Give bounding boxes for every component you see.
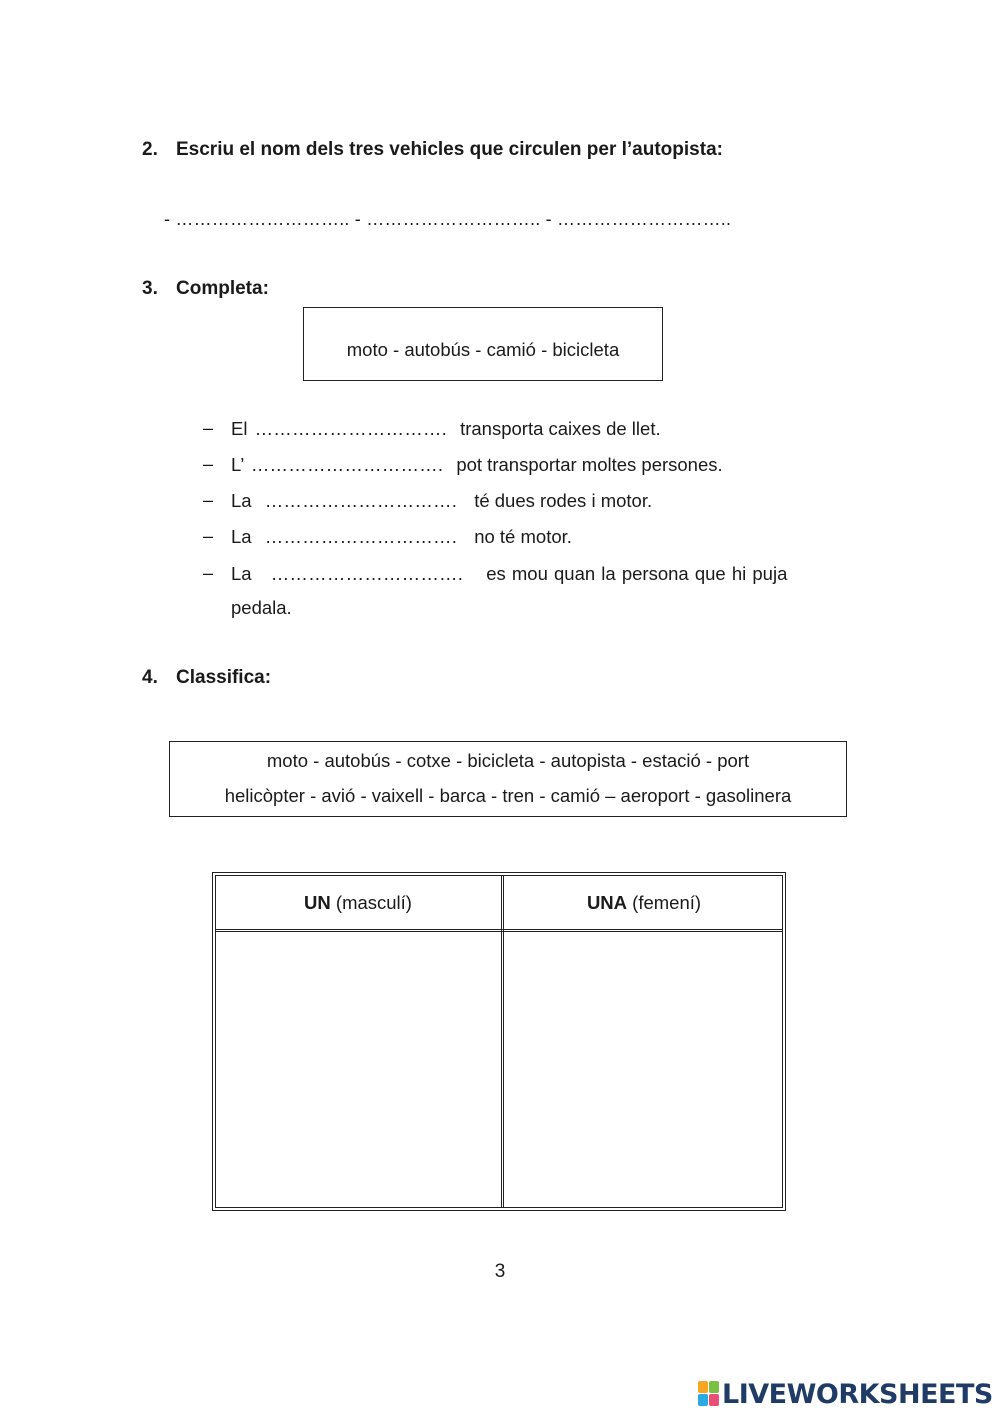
item-article: La (231, 490, 252, 511)
answer-blank[interactable]: …………………………. (264, 526, 458, 547)
question-4-word-box (169, 741, 847, 817)
page-number: 3 (494, 1261, 506, 1282)
table-header-divider (216, 929, 782, 932)
question-2-number: 2. (142, 139, 158, 160)
item-article: L’ (231, 454, 244, 475)
column-header-masculine-rest: (masculí) (330, 892, 412, 913)
item-text: no té motor. (474, 526, 572, 547)
item-dash: – (203, 490, 214, 510)
masculine-answer-cell[interactable] (217, 934, 499, 1206)
liveworksheets-logo-text: LIVEWORKSHEETS (722, 1378, 993, 1410)
question-4-text: Classifica: (176, 667, 272, 688)
question-3-title (142, 278, 269, 300)
item-text-continuation: pedala. (231, 597, 292, 618)
item-text: transporta caixes de llet. (460, 418, 661, 439)
question-4-number: 4. (142, 667, 158, 688)
list-item (231, 454, 723, 476)
item-dash: – (203, 526, 214, 546)
question-3-word-box (303, 307, 663, 381)
question-4-title (142, 667, 271, 689)
liveworksheets-logo-icon (698, 1381, 720, 1407)
question-2-title (142, 139, 723, 161)
column-header-feminine (502, 892, 786, 914)
item-article: La (231, 563, 252, 584)
liveworksheets-logo (698, 1379, 993, 1409)
list-item (231, 490, 652, 512)
answer-blank[interactable]: …………………………. (264, 490, 458, 511)
question-3-text: Completa: (176, 278, 269, 299)
answer-blank[interactable]: …………………………. (270, 563, 464, 584)
question-3-number: 3. (142, 278, 158, 299)
feminine-answer-cell[interactable] (505, 934, 787, 1206)
item-text: té dues rodes i motor. (474, 490, 653, 511)
list-item (231, 563, 787, 585)
column-header-masculine (216, 892, 500, 914)
question-4-word-list-line-2: helicòpter - avió - vaixell - barca - tren - camió – aeroport - gasolinera (224, 785, 792, 806)
answer-blank[interactable]: …………………………. (254, 418, 447, 439)
column-header-masculine-bold: UN (304, 892, 331, 913)
question-3-word-list: moto - autobús - camió - bicicleta (346, 339, 620, 360)
item-dash: – (203, 563, 214, 583)
item-dash: – (203, 454, 214, 474)
item-text: pot transportar moltes persones. (456, 454, 723, 475)
answer-blank[interactable]: …………………………. (250, 454, 444, 475)
question-4-word-list-line-1: moto - autobús - cotxe - bicicleta - autopista - estació - port (266, 750, 750, 771)
question-2-text: Escriu el nom dels tres vehicles que circulen per l’autopista: (176, 139, 723, 160)
table-column-divider (501, 876, 504, 1207)
column-header-feminine-bold: UNA (586, 892, 628, 913)
question-2-answer-blanks[interactable]: - ……………………….. - ……………………….. - ……………………….. (164, 209, 732, 229)
list-item (231, 418, 661, 440)
list-item (231, 526, 572, 548)
item-dash: – (203, 418, 214, 438)
item-text: es mou quan la persona que hi puja (486, 563, 788, 584)
item-article: La (231, 526, 252, 547)
table-inner-frame (215, 875, 783, 1208)
item-article: El (231, 418, 248, 439)
classification-table (212, 872, 786, 1211)
column-header-feminine-rest: (femení) (627, 892, 702, 913)
